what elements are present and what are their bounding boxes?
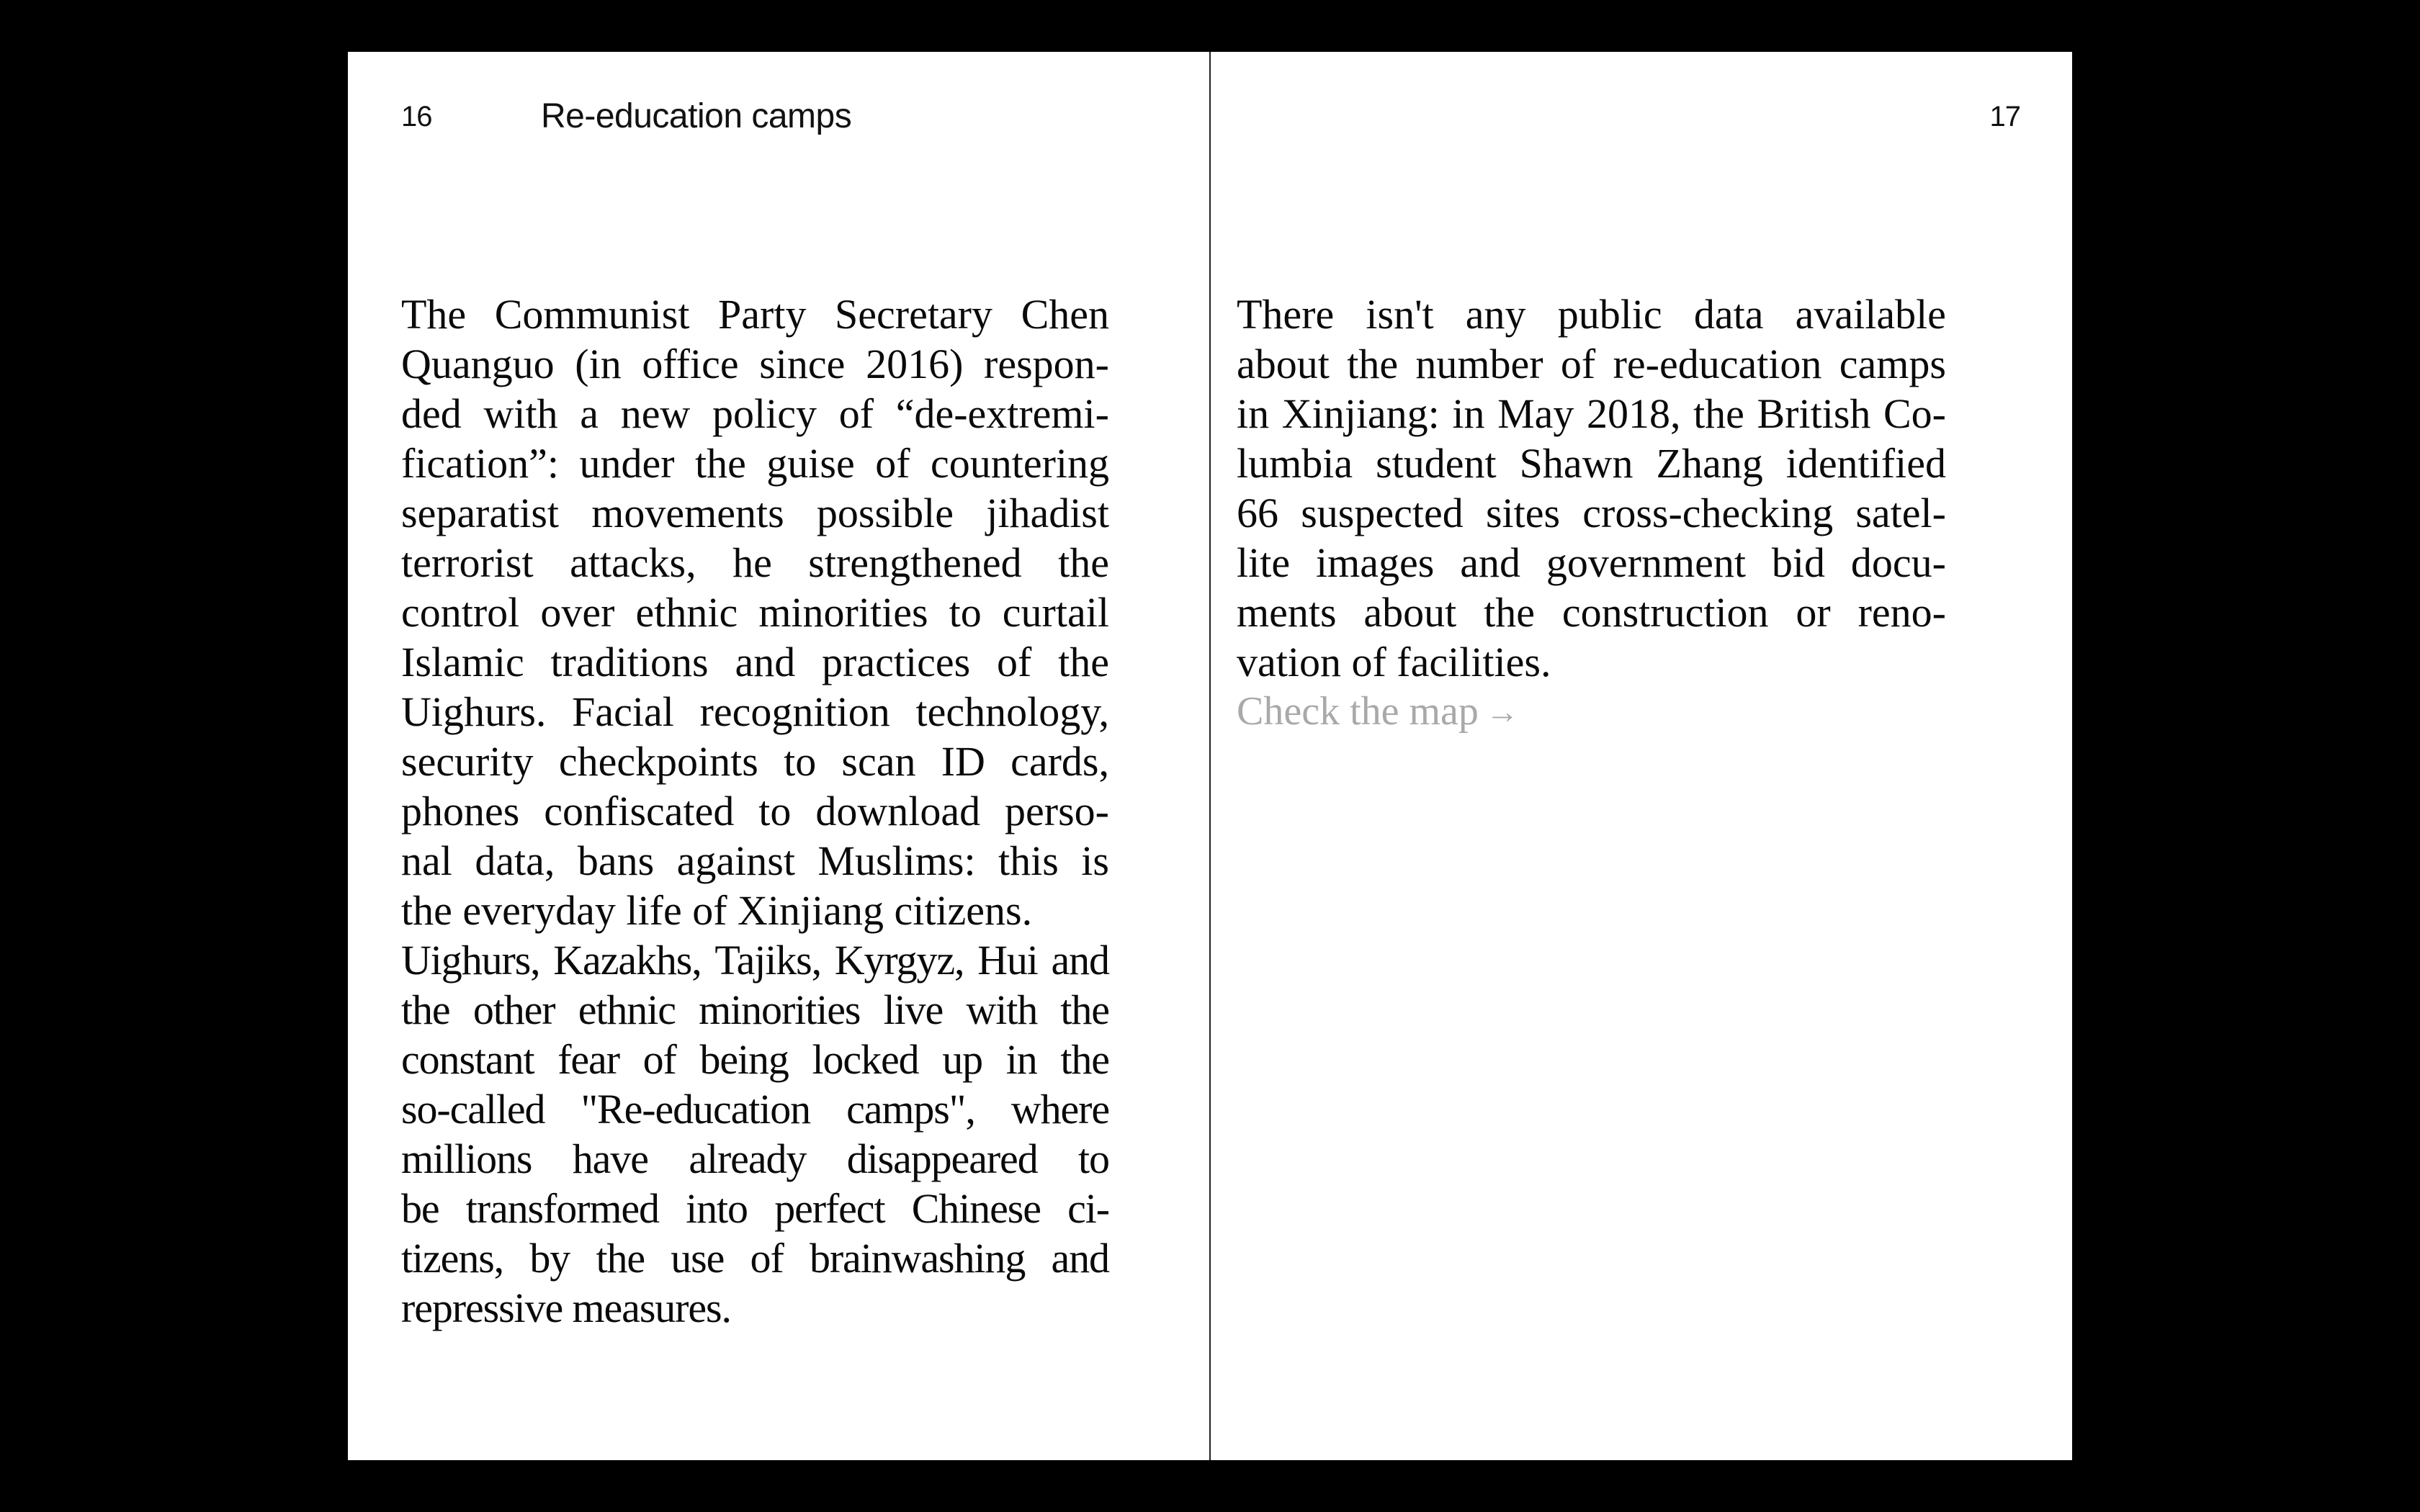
text-line: phones confiscated to download perso- — [401, 788, 1109, 834]
text-line: Quanguo (in office since 2016) respon- — [401, 341, 1109, 387]
running-head-title: Re-education camps — [541, 97, 852, 135]
text-line: the everyday life of Xinjiang citizens. — [401, 887, 1033, 934]
text-line: tizens, by the use of brainwashing and — [401, 1235, 1109, 1282]
page-gutter-divider — [1209, 52, 1211, 1460]
paragraph — [401, 935, 1109, 1333]
text-line: lite images and government bid docu- — [1237, 539, 1946, 586]
text-line: about the number of re-education camps — [1237, 341, 1946, 387]
text-line: The Communist Party Secretary Chen — [401, 291, 1109, 338]
text-line: fication”: under the guise of countering — [401, 440, 1109, 487]
page-right — [1210, 52, 2072, 1460]
text-line: separatist movements possible jihadist — [401, 490, 1109, 536]
text-line: Uighurs. Facial recognition technology, — [401, 688, 1109, 735]
paragraph — [1237, 289, 1946, 687]
text-line: be transformed into perfect Chinese ci- — [401, 1185, 1109, 1232]
check-the-map-label: Check the map — [1237, 689, 1479, 734]
page-number-right: 17 — [1989, 101, 2020, 132]
text-line: vation of facilities. — [1237, 639, 1551, 685]
page-number-left: 16 — [401, 101, 432, 132]
text-line: lumbia student Shawn Zhang identified — [1237, 440, 1946, 487]
paragraph — [401, 289, 1109, 935]
text-line: millions have already disappeared to — [401, 1135, 1109, 1182]
text-line: ments about the construction or reno- — [1237, 589, 1946, 636]
text-line: There isn't any public data available — [1237, 291, 1946, 338]
text-line: so-called "Re-education camps", where — [401, 1086, 1109, 1133]
text-line: the other ethnic minorities live with the — [401, 986, 1109, 1033]
text-line: terrorist attacks, he strengthened the — [401, 539, 1109, 586]
text-line: Uighurs, Kazakhs, Tajiks, Kyrgyz, Hui and — [401, 937, 1109, 984]
text-line: 66 suspected sites cross-checking satel- — [1237, 490, 1946, 536]
book-spread — [348, 52, 2072, 1460]
text-line: constant fear of being locked up in the — [401, 1036, 1109, 1083]
text-line: in Xinjiang: in May 2018, the British Co- — [1237, 390, 1946, 437]
text-line: nal data, bans against Muslims: this is — [401, 837, 1109, 884]
page-left — [348, 52, 1210, 1460]
body-column-left — [401, 289, 1109, 1333]
arrow-right-icon: → — [1485, 693, 1519, 730]
check-the-map-link[interactable] — [1237, 687, 1946, 737]
text-line: Islamic traditions and practices of the — [401, 639, 1109, 685]
text-line: repressive measures. — [401, 1284, 731, 1331]
text-line: security checkpoints to scan ID cards, — [401, 738, 1109, 785]
text-line: control over ethnic minorities to curtail — [401, 589, 1109, 636]
body-column-right — [1237, 289, 1946, 737]
text-line: ded with a new policy of “de-extremi- — [401, 390, 1109, 437]
